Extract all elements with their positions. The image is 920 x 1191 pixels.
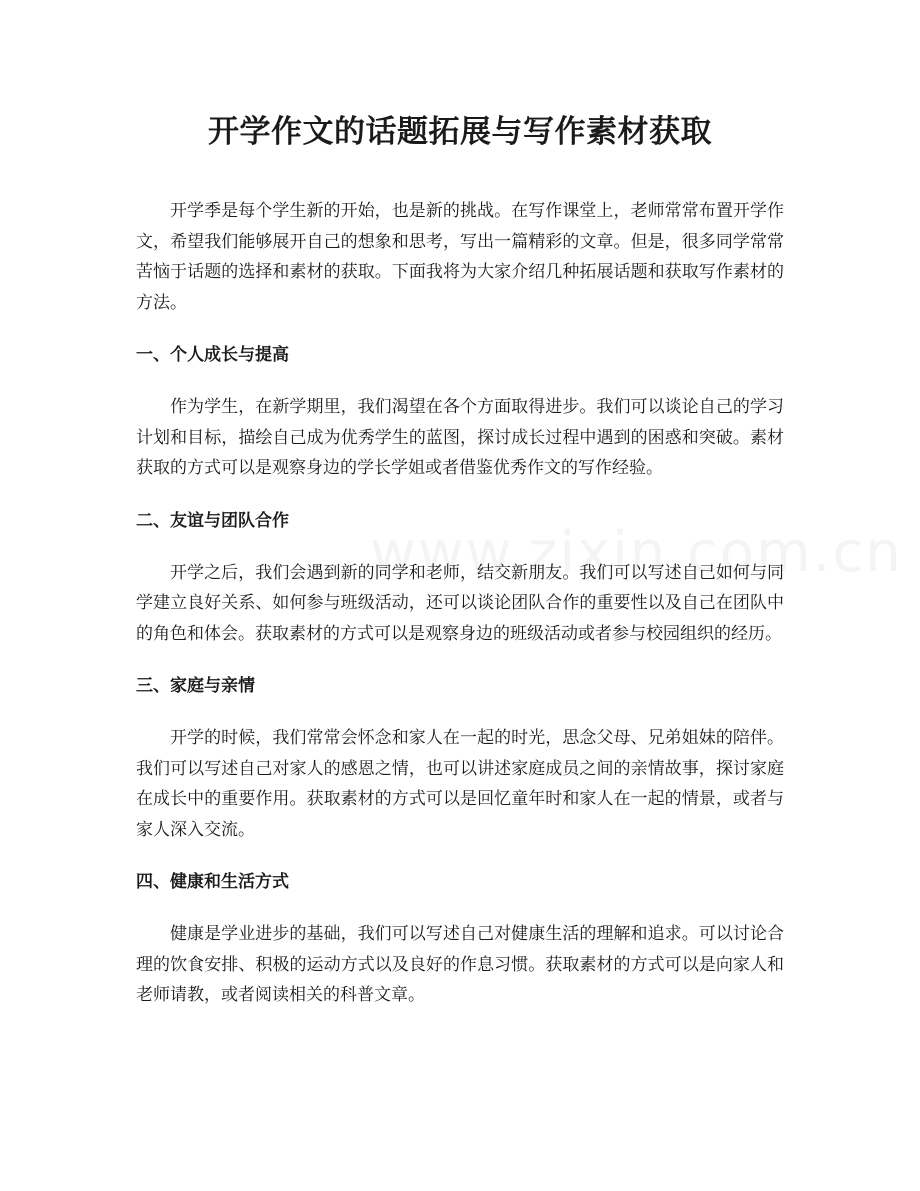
document-title: 开学作文的话题拓展与写作素材获取 bbox=[208, 114, 712, 150]
section-body-3: 开学的时候，我们常常会怀念和家人在一起的时光，思念父母、兄弟姐妹的陪伴。我们可以写述自己对家人的感恩之情，也可以讲述家庭成员之间的亲情故事，探讨家庭在成长中的重要作用。获取素材的方式可以是回忆童年时和家人在一起的情景，或者与家人深入交流。 bbox=[136, 728, 784, 840]
section-body-2: 开学之后，我们会遇到新的同学和老师，结交新朋友。我们可以写述自己如何与同学建立良好关系、如何参与班级活动，还可以谈论团队合作的重要性以及自己在团队中的角色和体会。获取素材的方式可以是观察身边的班级活动或者参与校园组织的经历。 bbox=[136, 562, 784, 644]
intro-paragraph: 开学季是每个学生新的开始，也是新的挑战。在写作课堂上，老师常常布置开学作文，希望我们能够展开自己的想象和思考，写出一篇精彩的文章。但是，很多同学常常苦恼于话题的选择和素材的获取。下面我将为大家介绍几种拓展话题和获取写作素材的方法。 bbox=[136, 201, 784, 313]
section-heading-4: 四、健康和生活方式 bbox=[136, 872, 289, 892]
section-body-4: 健康是学业进步的基础，我们可以写述自己对健康生活的理解和追求。可以讨论合理的饮食安排、积极的运动方式以及良好的作息习惯。获取素材的方式可以是向家人和老师请教，或者阅读相关的科普文章。 bbox=[136, 924, 784, 1005]
section-heading-2: 二、友谊与团队合作 bbox=[136, 510, 289, 531]
section-body-1: 作为学生，在新学期里，我们渴望在各个方面取得进步。我们可以谈论自己的学习计划和目标，描绘自己成为优秀学生的蓝图，探讨成长过程中遇到的困惑和突破。素材获取的方式可以是观察身边的学长学姐或者借鉴优秀作文的写作经验。 bbox=[136, 397, 784, 478]
section-heading-1: 一、个人成长与提高 bbox=[136, 345, 289, 365]
section-heading-3: 三、家庭与亲情 bbox=[136, 676, 255, 696]
